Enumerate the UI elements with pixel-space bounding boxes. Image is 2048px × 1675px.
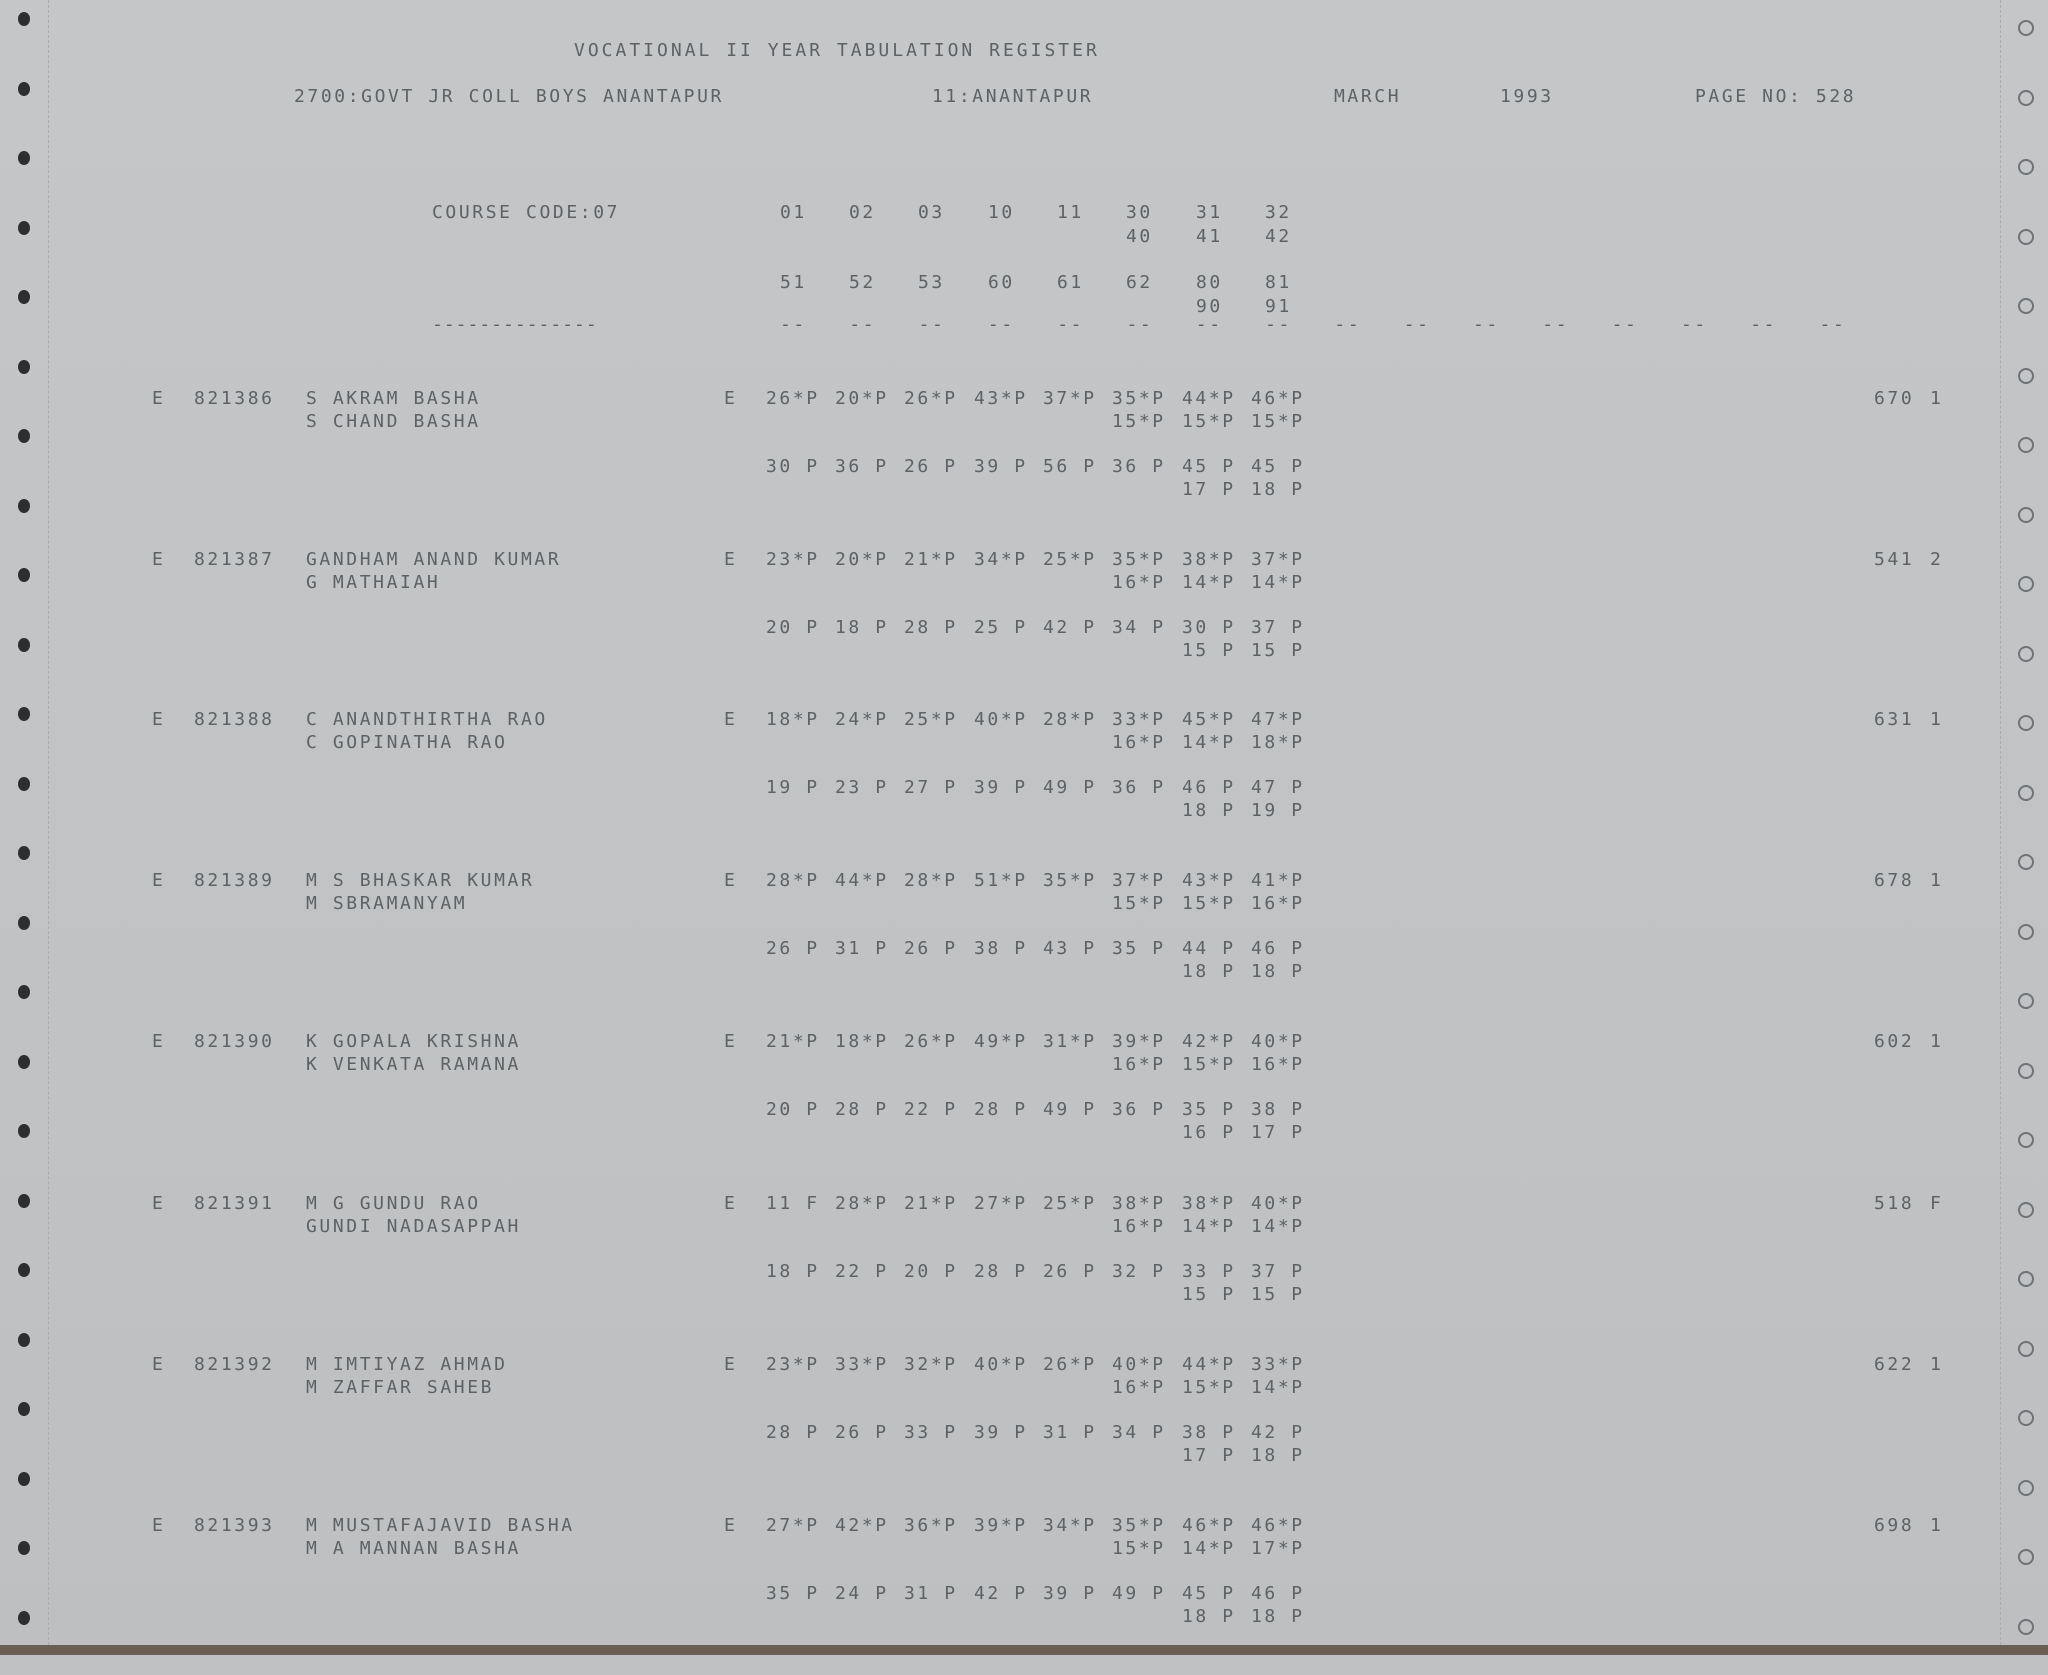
record-flag: E [152,870,166,891]
tractor-hole [18,151,30,165]
subject-code: 61 [1057,272,1084,293]
subject-mark: 35*P [1112,549,1166,570]
subject-mark: 24*P [835,709,889,730]
column-separator: -- [918,314,946,335]
subject-mark: 39 P [974,456,1028,477]
total-marks: 670 [1874,388,1915,409]
subject-mark: 40*P [1251,1193,1305,1214]
subject-mark: 39*P [1112,1031,1166,1052]
subject-mark: 38*P [1112,1193,1166,1214]
subject-mark: 26 P [904,456,958,477]
subject-mark: 44*P [1182,388,1236,409]
subject-mark: 15 P [1251,640,1305,661]
subject-mark: 32*P [904,1354,958,1375]
subject-mark: 18*P [1251,732,1305,753]
subject-mark: 14*P [1251,1377,1305,1398]
subject-mark: 30 P [766,456,820,477]
subject-mark: 42 P [1251,1422,1305,1443]
register-title: VOCATIONAL II YEAR TABULATION REGISTER [574,40,1100,61]
subject-code: 90 [1196,296,1223,317]
father-name: C GOPINATHA RAO [306,732,508,753]
total-marks: 602 [1874,1031,1915,1052]
medium-code: E [724,709,738,730]
student-name: C ANANDTHIRTHA RAO [306,709,548,730]
subject-mark: 38 P [1182,1422,1236,1443]
father-name: GUNDI NADASAPPAH [306,1216,521,1237]
subject-mark: 26*P [904,388,958,409]
student-record [0,870,2048,1030]
subject-code: 03 [918,202,945,223]
subject-mark: 15 P [1182,640,1236,661]
subject-code: 31 [1196,202,1223,223]
subject-mark: 20*P [835,549,889,570]
column-separator: -- [1473,314,1500,335]
subject-mark: 28*P [1043,709,1097,730]
subject-mark: 43 P [1043,938,1097,959]
subject-code: 80 [1196,272,1223,293]
subject-mark: 18 P [766,1261,820,1282]
medium-code: E [724,388,738,409]
tractor-hole [2018,229,2034,245]
registration-number: 821390 [194,1031,275,1052]
subject-code: 53 [918,272,945,293]
subject-mark: 36 P [1112,456,1166,477]
subject-mark: 36*P [904,1515,958,1536]
father-name: M SBRAMANYAM [306,893,468,914]
subject-mark: 40*P [1251,1031,1305,1052]
student-name: M IMTIYAZ AHMAD [306,1354,508,1375]
page-bottom-edge [0,1645,2048,1655]
subject-mark: 46*P [1251,388,1305,409]
subject-mark: 49 P [1043,1099,1097,1120]
subject-mark: 31*P [1043,1031,1097,1052]
subject-mark: 15 P [1251,1284,1305,1305]
subject-mark: 15*P [1182,1054,1236,1075]
subject-mark: 49*P [974,1031,1028,1052]
exam-month: MARCH [1334,86,1402,107]
registration-number: 821392 [194,1354,275,1375]
subject-mark: 28 P [974,1099,1028,1120]
father-name: S CHAND BASHA [306,411,481,432]
subject-mark: 46*P [1182,1515,1236,1536]
subject-mark: 47 P [1251,777,1305,798]
subject-mark: 45 P [1182,456,1236,477]
medium-code: E [724,1354,738,1375]
medium-code: E [724,1031,738,1052]
subject-mark: 36 P [1112,777,1166,798]
subject-mark: 23 P [835,777,889,798]
subject-mark: 27*P [974,1193,1028,1214]
subject-mark: 28 P [835,1099,889,1120]
subject-mark: 34*P [974,549,1028,570]
subject-mark: 42*P [835,1515,889,1536]
subject-mark: 47*P [1251,709,1305,730]
subject-mark: 25 P [974,617,1028,638]
column-separator: -- [780,314,807,335]
student-record [0,388,2048,548]
course-code: COURSE CODE:07 [432,202,621,223]
subject-mark: 17 P [1182,1445,1236,1466]
tractor-hole [18,82,30,96]
subject-mark: 16*P [1112,1216,1166,1237]
tractor-hole [2018,159,2034,175]
subject-code: 30 [1126,202,1153,223]
subject-mark: 34 P [1112,1422,1166,1443]
subject-mark: 21*P [766,1031,820,1052]
subject-mark: 49 P [1043,777,1097,798]
total-marks: 698 [1874,1515,1915,1536]
column-separator: -- [1403,314,1431,335]
result-code: 2 [1930,549,1944,570]
subject-code: 51 [780,272,807,293]
subject-mark: 45 P [1251,456,1305,477]
subject-mark: 22 P [835,1261,889,1282]
subject-mark: 46 P [1251,938,1305,959]
subject-mark: 43*P [1182,870,1236,891]
record-flag: E [152,709,166,730]
result-code: 1 [1930,1515,1944,1536]
subject-mark: 18 P [835,617,889,638]
subject-mark: 26*P [904,1031,958,1052]
record-flag: E [152,1354,166,1375]
subject-code: 10 [988,202,1015,223]
total-marks: 678 [1874,870,1915,891]
subject-mark: 15*P [1182,1377,1236,1398]
subject-mark: 19 P [1251,800,1305,821]
subject-mark: 43*P [974,388,1028,409]
subject-mark: 30 P [1182,617,1236,638]
subject-mark: 21*P [904,1193,958,1214]
medium-code: E [724,1193,738,1214]
student-name: S AKRAM BASHA [306,388,481,409]
subject-mark: 38*P [1182,549,1236,570]
student-name: K GOPALA KRISHNA [306,1031,521,1052]
tractor-hole [2018,90,2034,106]
student-name: M S BHASKAR KUMAR [306,870,535,891]
subject-mark: 32 P [1112,1261,1166,1282]
subject-mark: 15*P [1112,1538,1166,1559]
subject-mark: 15*P [1182,411,1236,432]
subject-mark: 37 P [1251,617,1305,638]
subject-mark: 26*P [766,388,820,409]
subject-mark: 18 P [1251,1606,1305,1627]
column-separator: -- [1680,314,1708,335]
subject-mark: 17 P [1182,479,1236,500]
subject-mark: 17 P [1251,1122,1305,1143]
subject-mark: 14*P [1251,1216,1305,1237]
tractor-hole [18,360,30,374]
subject-code: 60 [988,272,1015,293]
column-separator: -- [1195,314,1223,335]
subject-mark: 14*P [1182,1216,1236,1237]
subject-mark: 14*P [1182,572,1236,593]
subject-mark: 23*P [766,549,820,570]
subject-code: 62 [1126,272,1153,293]
result-code: 1 [1930,709,1944,730]
student-record [0,549,2048,709]
subject-mark: 33 P [1182,1261,1236,1282]
subject-mark: 25*P [904,709,958,730]
medium-code: E [724,1515,738,1536]
column-separator: -- [1611,314,1639,335]
subject-mark: 42*P [1182,1031,1236,1052]
registration-number: 821391 [194,1193,275,1214]
subject-mark: 38 P [1251,1099,1305,1120]
subject-mark: 38 P [974,938,1028,959]
column-separator: -- [1750,314,1778,335]
subject-mark: 18 P [1251,1445,1305,1466]
subject-mark: 44*P [835,870,889,891]
result-code: F [1930,1193,1944,1214]
result-code: 1 [1930,388,1944,409]
subject-mark: 34 P [1112,617,1166,638]
subject-mark: 16*P [1112,1377,1166,1398]
subject-mark: 26 P [766,938,820,959]
subject-mark: 40*P [974,709,1028,730]
subject-mark: 35*P [1112,1515,1166,1536]
record-flag: E [152,1031,166,1052]
subject-mark: 26*P [1043,1354,1097,1375]
subject-mark: 35 P [1182,1099,1236,1120]
total-marks: 622 [1874,1354,1915,1375]
subject-code: 02 [849,202,876,223]
subject-mark: 36 P [1112,1099,1166,1120]
tractor-hole [2018,20,2034,36]
exam-year: 1993 [1500,86,1554,107]
subject-mark: 27*P [766,1515,820,1536]
subject-mark: 37*P [1043,388,1097,409]
subject-mark: 20 P [766,1099,820,1120]
registration-number: 821386 [194,388,275,409]
subject-mark: 33 P [904,1422,958,1443]
subject-code: 40 [1126,226,1153,247]
subject-mark: 36 P [835,456,889,477]
subject-mark: 56 P [1043,456,1097,477]
subject-mark: 34*P [1043,1515,1097,1536]
subject-mark: 39 P [974,777,1028,798]
tractor-hole [18,12,30,26]
tractor-hole [18,290,30,304]
subject-mark: 39 P [974,1422,1028,1443]
registration-number: 821389 [194,870,275,891]
record-flag: E [152,388,166,409]
subject-mark: 33*P [1112,709,1166,730]
subject-mark: 40*P [974,1354,1028,1375]
subject-mark: 24 P [835,1583,889,1604]
subject-code: 91 [1265,296,1292,317]
total-marks: 631 [1874,709,1915,730]
subject-mark: 20 P [766,617,820,638]
tractor-hole [2018,368,2034,384]
subject-mark: 18 P [1251,479,1305,500]
subject-mark: 45*P [1182,709,1236,730]
subject-mark: 23*P [766,1354,820,1375]
subject-mark: 16*P [1251,1054,1305,1075]
subject-mark: 19 P [766,777,820,798]
page-number: PAGE NO: 528 [1695,86,1857,107]
district-name: 11:ANANTAPUR [932,86,1094,107]
father-name: M ZAFFAR SAHEB [306,1377,495,1398]
subject-mark: 22 P [904,1099,958,1120]
subject-mark: 28*P [904,870,958,891]
result-code: 1 [1930,1354,1944,1375]
subject-mark: 51*P [974,870,1028,891]
subject-mark: 26 P [1043,1261,1097,1282]
subject-mark: 14*P [1182,1538,1236,1559]
student-record [0,709,2048,869]
subject-mark: 26 P [835,1422,889,1443]
subject-code: 11 [1057,202,1084,223]
column-separator: -- [1334,314,1362,335]
subject-mark: 14*P [1251,572,1305,593]
subject-mark: 42 P [974,1583,1028,1604]
subject-mark: 15*P [1182,893,1236,914]
subject-mark: 31 P [1043,1422,1097,1443]
subject-mark: 31 P [904,1583,958,1604]
student-record [0,1031,2048,1191]
subject-mark: 39 P [1043,1583,1097,1604]
subject-mark: 16 P [1182,1122,1236,1143]
subject-code: 32 [1265,202,1292,223]
subject-mark: 15 P [1182,1284,1236,1305]
column-separator: -- [1057,314,1085,335]
subject-mark: 28 P [974,1261,1028,1282]
subject-code: 81 [1265,272,1292,293]
subject-mark: 21*P [904,549,958,570]
subject-mark: 16*P [1251,893,1305,914]
result-code: 1 [1930,870,1944,891]
student-record [0,1354,2048,1514]
subject-mark: 33*P [835,1354,889,1375]
registration-number: 821388 [194,709,275,730]
father-name: K VENKATA RAMANA [306,1054,521,1075]
subject-mark: 35*P [1112,388,1166,409]
student-name: GANDHAM ANAND KUMAR [306,549,562,570]
registration-number: 821387 [194,549,275,570]
subject-mark: 26 P [904,938,958,959]
subject-mark: 25*P [1043,1193,1097,1214]
subject-mark: 16*P [1112,732,1166,753]
result-code: 1 [1930,1031,1944,1052]
subject-mark: 44*P [1182,1354,1236,1375]
subject-mark: 18*P [835,1031,889,1052]
medium-code: E [724,549,738,570]
college-name: 2700:GOVT JR COLL BOYS ANANTAPUR [294,86,724,107]
subject-mark: 35 P [1112,938,1166,959]
subject-mark: 41*P [1251,870,1305,891]
student-record [0,1193,2048,1353]
subject-mark: 16*P [1112,1054,1166,1075]
subject-mark: 39*P [974,1515,1028,1536]
medium-code: E [724,870,738,891]
subject-mark: 16*P [1112,572,1166,593]
subject-mark: 20 P [904,1261,958,1282]
total-marks: 518 [1874,1193,1915,1214]
subject-mark: 46 P [1251,1583,1305,1604]
column-separator: -- [849,314,877,335]
column-separator: -- [987,314,1015,335]
subject-mark: 49 P [1112,1583,1166,1604]
subject-mark: 31 P [835,938,889,959]
subject-code: 01 [780,202,807,223]
subject-mark: 45 P [1182,1583,1236,1604]
subject-mark: 37 P [1251,1261,1305,1282]
subject-mark: 15*P [1251,411,1305,432]
subject-mark: 35*P [1043,870,1097,891]
subject-mark: 38*P [1182,1193,1236,1214]
record-flag: E [152,549,166,570]
student-name: M G GUNDU RAO [306,1193,481,1214]
tractor-hole [18,221,30,235]
subject-mark: 17*P [1251,1538,1305,1559]
student-name: M MUSTAFAJAVID BASHA [306,1515,575,1536]
subject-mark: 25*P [1043,549,1097,570]
subject-mark: 15*P [1112,893,1166,914]
subject-code: 42 [1265,226,1292,247]
subject-mark: 18 P [1251,961,1305,982]
subject-mark: 46*P [1251,1515,1305,1536]
subject-code: 52 [849,272,876,293]
subject-mark: 40*P [1112,1354,1166,1375]
subject-mark: 20*P [835,388,889,409]
subject-mark: 44 P [1182,938,1236,959]
subject-mark: 35 P [766,1583,820,1604]
course-underline: -------------- [432,314,598,335]
subject-mark: 28*P [766,870,820,891]
subject-mark: 27 P [904,777,958,798]
subject-mark: 28 P [766,1422,820,1443]
subject-mark: 18 P [1182,800,1236,821]
subject-mark: 18 P [1182,1606,1236,1627]
subject-mark: 37*P [1251,549,1305,570]
tractor-hole [2018,298,2034,314]
column-separator: -- [1542,314,1570,335]
record-flag: E [152,1515,166,1536]
subject-mark: 28 P [904,617,958,638]
father-name: G MATHAIAH [306,572,441,593]
subject-mark: 37*P [1112,870,1166,891]
subject-mark: 11 F [766,1193,820,1214]
total-marks: 541 [1874,549,1915,570]
column-separator: -- [1819,314,1847,335]
subject-mark: 33*P [1251,1354,1305,1375]
subject-mark: 42 P [1043,617,1097,638]
subject-mark: 18*P [766,709,820,730]
column-separator: -- [1126,314,1154,335]
father-name: M A MANNAN BASHA [306,1538,521,1559]
subject-mark: 14*P [1182,732,1236,753]
subject-mark: 15*P [1112,411,1166,432]
subject-mark: 46 P [1182,777,1236,798]
registration-number: 821393 [194,1515,275,1536]
subject-code: 41 [1196,226,1223,247]
subject-mark: 18 P [1182,961,1236,982]
subject-mark: 28*P [835,1193,889,1214]
record-flag: E [152,1193,166,1214]
column-separator: -- [1265,314,1292,335]
